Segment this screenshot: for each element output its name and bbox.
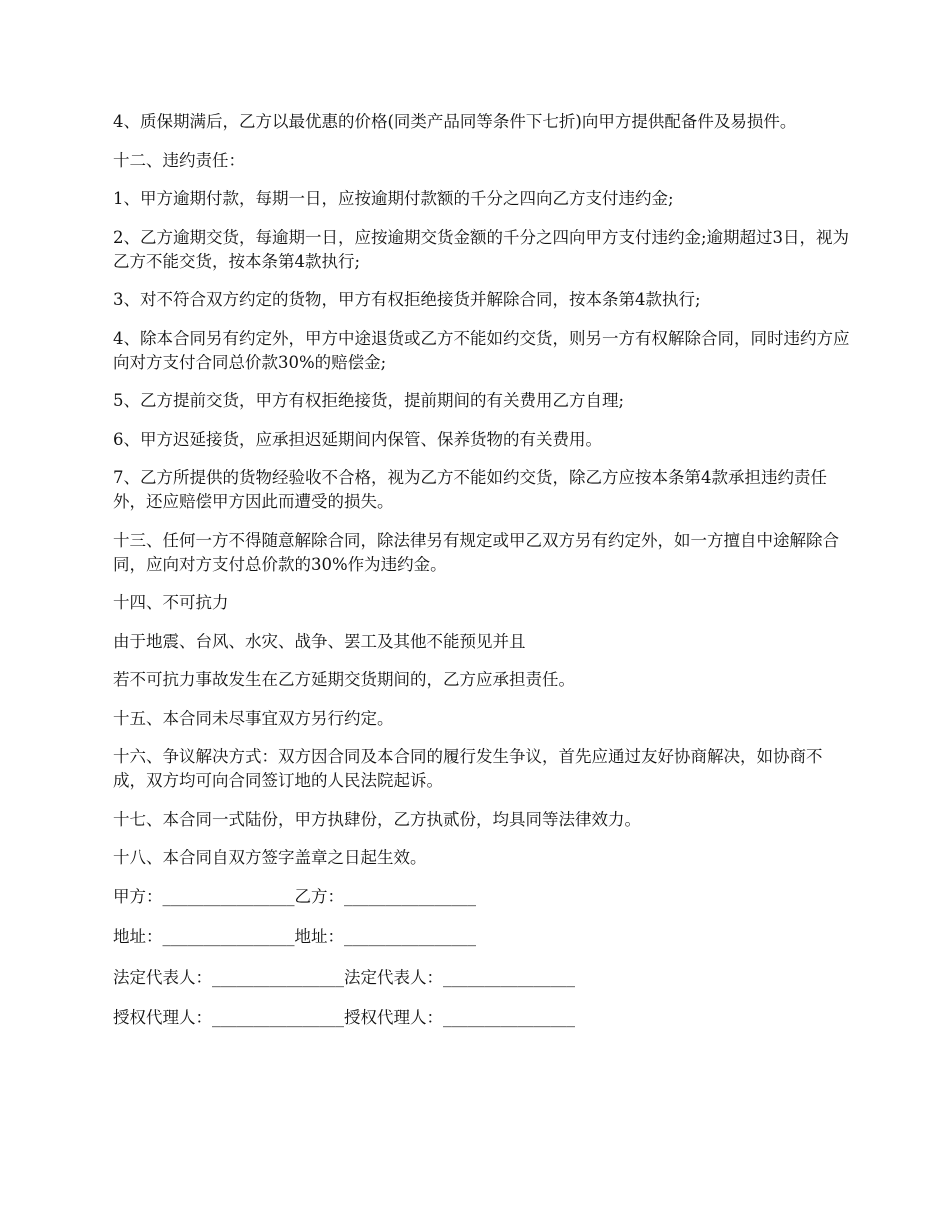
section-effectiveness: 十八、本合同自双方签字盖章之日起生效。 bbox=[113, 848, 427, 867]
section-heading-force-majeure: 十四、不可抗力 bbox=[113, 593, 229, 612]
clause-breach-6: 6、甲方迟延接货，应承担迟延期间内保管、保养货物的有关费用。 bbox=[113, 429, 602, 449]
section-dispute-resolution: 十六、争议解决方式：双方因合同及本合同的履行发生争议，首先应通过友好协商解决，如协商不成，双方均可向合同签订地的人民法院起诉。 bbox=[113, 747, 823, 790]
section-copies: 十七、本合同一式陆份，甲方执肆份，乙方执贰份，均具同等法律效力。 bbox=[113, 809, 641, 829]
signature-address-text: 地址：________________地址：________________ bbox=[113, 927, 476, 946]
section-other-matters: 十五、本合同未尽事宜双方另行约定。 bbox=[113, 708, 394, 728]
signature-legal-rep-row bbox=[113, 966, 853, 990]
clause-breach-5: 5、乙方提前交货，甲方有权拒绝接货，提前期间的有关费用乙方自理; bbox=[113, 391, 625, 410]
force-majeure-delay-text: 若不可抗力事故发生在乙方延期交货期间的，乙方应承担责任。 bbox=[113, 670, 575, 689]
force-majeure-text: 由于地震、台风、水灾、战争、罢工及其他不能预见并且 bbox=[113, 631, 526, 651]
clause-warranty-4: 4、质保期满后，乙方以最优惠的价格(同类产品同等条件下七折)向甲方提供配备件及易损件。 bbox=[113, 112, 797, 131]
signature-agent-row bbox=[113, 1006, 853, 1030]
contract-body bbox=[113, 110, 853, 1047]
clause-breach-2: 2、乙方逾期交货，每逾期一日，应按逾期交货金额的千分之四向甲方支付违约金;逾期超过3日，视为乙方不能交货，按本条第4款执行; bbox=[113, 227, 850, 271]
signature-agent-text: 授权代理人：________________授权代理人：________________ bbox=[113, 1008, 575, 1027]
clause-breach-7: 7、乙方所提供的货物经验收不合格，视为乙方不能如约交货，除乙方应按本条第4款承担违约责任外，还应赔偿甲方因此而遭受的损失。 bbox=[113, 468, 827, 511]
signature-party-row bbox=[113, 885, 853, 909]
section-heading-breach: 十二、违约责任： bbox=[113, 150, 245, 170]
signature-legal-rep-text: 法定代表人：________________法定代表人：________________ bbox=[113, 967, 575, 987]
section-termination: 十三、任何一方不得随意解除合同，除法律另有规定或甲乙双方另有约定外，如一方擅自中途解除合同，应向对方支付总价款的30%作为违约金。 bbox=[113, 530, 839, 574]
clause-breach-3: 3、对不符合双方约定的货物，甲方有权拒绝接货并解除合同，按本条第4款执行; bbox=[113, 290, 701, 309]
signature-party-text: 甲方：________________乙方：________________ bbox=[113, 886, 476, 906]
signature-address-row bbox=[113, 925, 853, 949]
clause-breach-1: 1、甲方逾期付款，每期一日，应按逾期付款额的千分之四向乙方支付违约金; bbox=[113, 189, 674, 208]
clause-breach-4: 4、除本合同另有约定外，甲方中途退货或乙方不能如约交货，则另一方有权解除合同，同时违约方应向对方支付合同总价款30%的赔偿金; bbox=[113, 328, 850, 372]
